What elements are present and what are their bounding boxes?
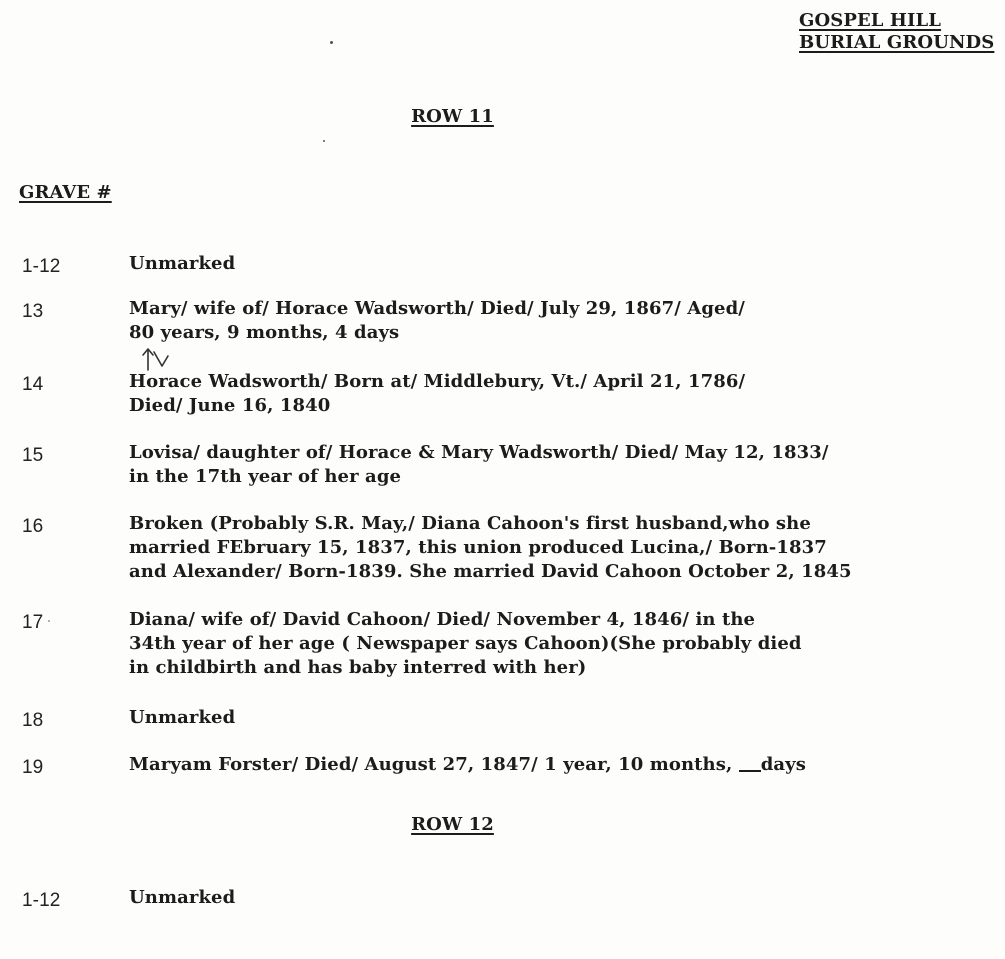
inscription	[129, 252, 235, 276]
cemetery-title	[799, 10, 994, 54]
inscription-line: Died/ June 16, 1840	[129, 395, 331, 416]
cemetery-title-line-1: GOSPEL HILL	[799, 10, 942, 31]
grave-number: 1-12	[22, 256, 61, 277]
row-11-heading-wrap	[0, 105, 905, 129]
inscription-line: 34th year of her age ( Newspaper says Cahoon)(She probably died	[129, 633, 802, 654]
inscription-line: Unmarked	[129, 707, 236, 728]
inscription	[129, 886, 235, 910]
inscription	[129, 297, 745, 345]
grave-number: 16	[22, 516, 44, 537]
scan-speck	[323, 140, 325, 142]
scan-speck	[330, 41, 333, 44]
scan-speck	[48, 620, 50, 622]
inscription-line: married FEbruary 15, 1837, this union produced Lucina,/ Born-1837	[129, 537, 827, 558]
grave-number: 13	[22, 301, 44, 322]
row-11-heading: ROW 11	[411, 106, 494, 127]
grave-number: 14	[22, 374, 44, 395]
inscription-line: and Alexander/ Born-1839. She married David Cahoon October 2, 1845	[129, 561, 852, 582]
grave-number-label: GRAVE #	[19, 182, 112, 203]
row-12-heading-wrap	[0, 813, 905, 837]
inscription-line: in the 17th year of her age	[129, 466, 402, 487]
inscription	[129, 441, 829, 489]
inscription-prefix: Maryam Forster/ Died/ August 27, 1847/ 1 year, 10 months,	[129, 754, 733, 775]
inscription-line: 80 years, 9 months, 4 days	[129, 322, 400, 343]
grave-number: 19	[22, 757, 44, 778]
inscription-line: Broken (Probably S.R. May,/ Diana Cahoon's first husband,who she	[129, 513, 811, 534]
inscription-line: Mary/ wife of/ Horace Wadsworth/ Died/ July 29, 1867/ Aged/	[129, 298, 745, 319]
cemetery-title-line-2: BURIAL GROUNDS	[799, 32, 995, 53]
row-12-heading: ROW 12	[411, 814, 494, 835]
grave-number: 1-12	[22, 890, 61, 911]
blank-line	[739, 770, 761, 772]
inscription	[129, 370, 745, 418]
handwritten-arrow-mark	[140, 346, 174, 374]
inscription-line: Lovisa/ daughter of/ Horace & Mary Wadsworth/ Died/ May 12, 1833/	[129, 442, 829, 463]
inscription-line: Horace Wadsworth/ Born at/ Middlebury, Vt./ April 21, 1786/	[129, 371, 746, 392]
grave-number: 17	[22, 612, 44, 633]
inscription-line	[129, 753, 806, 777]
grave-number: 18	[22, 710, 44, 731]
inscription	[129, 706, 235, 730]
inscription-line: Unmarked	[129, 887, 236, 908]
inscription	[129, 608, 802, 680]
inscription	[129, 512, 852, 584]
inscription-line: Diana/ wife of/ David Cahoon/ Died/ November 4, 1846/ in the	[129, 609, 756, 630]
inscription-line: Unmarked	[129, 253, 236, 274]
inscription-line: in childbirth and has baby interred with her)	[129, 657, 587, 678]
inscription	[129, 753, 806, 777]
inscription-suffix: days	[760, 754, 806, 775]
grave-number: 15	[22, 445, 44, 466]
